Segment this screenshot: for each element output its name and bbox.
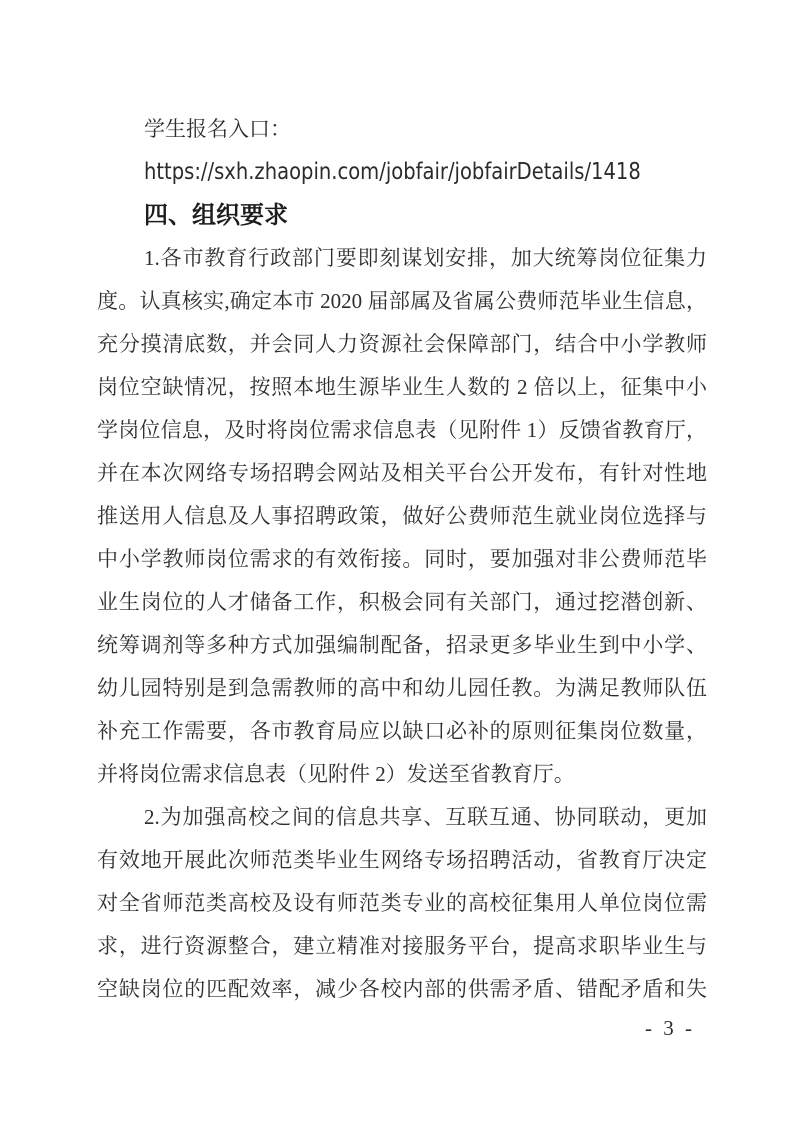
text-line: 空缺岗位的匹配效率，减少各校内部的供需矛盾、错配矛盾和失: [97, 977, 707, 1001]
page-number: - 3 -: [645, 1016, 695, 1040]
text-line: 业生岗位的人才储备工作，积极会同有关部门，通过挖潜创新、: [97, 590, 707, 614]
document-content: [97, 108, 707, 1011]
text-line: 推送用人信息及人事招聘政策，做好公费师范生就业岗位选择与: [97, 504, 707, 528]
text-line: 岗位空缺情况，按照本地生源毕业生人数的 2 倍以上，征集中小: [97, 375, 707, 399]
text-line: 2.为加强高校之间的信息共享、互联互通、协同联动，更加: [144, 805, 707, 829]
text-line: 1.各市教育行政部门要即刻谋划安排，加大统筹岗位征集力: [144, 246, 707, 270]
text-line: 度。认真核实,确定本市 2020 届部属及省属公费师范毕业生信息，: [97, 289, 707, 313]
registration-url: https://sxh.zhaopin.com/jobfair/jobfairDetails/1418: [144, 159, 641, 185]
text-line: 求，进行资源整合，建立精准对接服务平台，提高求职毕业生与: [97, 934, 707, 958]
registration-url-line: [97, 151, 707, 194]
text-line: 对全省师范类高校及设有师范类专业的高校征集用人单位岗位需: [97, 891, 707, 915]
paragraph-2: [97, 796, 707, 1011]
text-line: 幼儿园特别是到急需教师的高中和幼儿园任教。为满足教师队伍: [97, 676, 707, 700]
text-line: 补充工作需要，各市教育局应以缺口必补的原则征集岗位数量，: [97, 719, 707, 743]
text-line: 中小学教师岗位需求的有效衔接。同时，要加强对非公费师范毕: [97, 547, 707, 571]
registration-entry-label: 学生报名入口：: [144, 117, 291, 141]
paragraph-1: [97, 237, 707, 796]
text-line: 充分摸清底数，并会同人力资源社会保障部门，结合中小学教师: [97, 332, 707, 356]
section-heading: 四、组织要求: [144, 202, 288, 229]
text-line: 统筹调剂等多种方式加强编制配备，招录更多毕业生到中小学、: [97, 633, 707, 657]
text-line: 并将岗位需求信息表（见附件 2）发送至省教育厅。: [97, 762, 575, 786]
text-line: 学岗位信息，及时将岗位需求信息表（见附件 1）反馈省教育厅，: [97, 418, 707, 442]
text-line: 有效地开展此次师范类毕业生网络专场招聘活动，省教育厅决定: [97, 848, 707, 872]
text-line: 并在本次网络专场招聘会网站及相关平台公开发布，有针对性地: [97, 461, 707, 485]
